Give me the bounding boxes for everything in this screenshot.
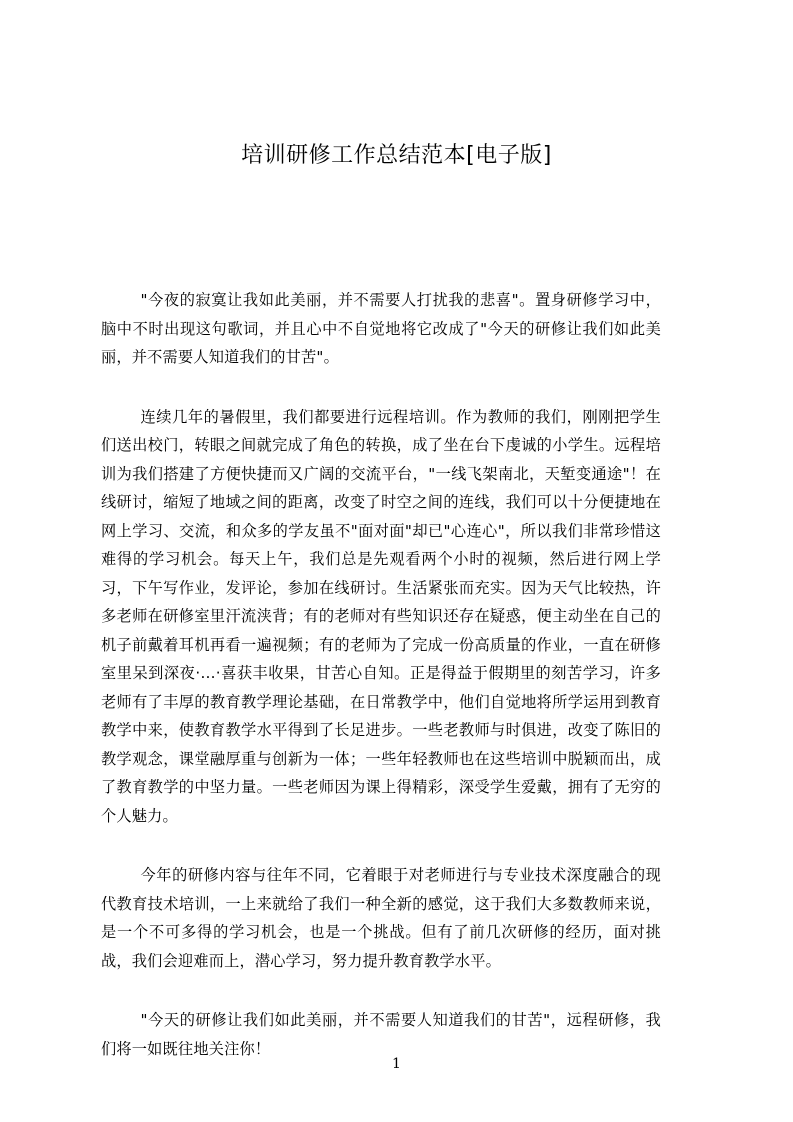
- paragraph-1: "今夜的寂寞让我如此美丽，并不需要人打扰我的悲喜"。置身研修学习中，脑中不时出现这句歌词，并且心中不自觉地将它改成了"今天的研修让我们如此美丽，并不需要人知道我们的甘苦"。: [101, 291, 661, 366]
- paragraph-4: "今天的研修让我们如此美丽，并不需要人知道我们的甘苦"，远程研修，我们将一如既往地关注你！: [101, 1011, 661, 1058]
- document-body: [101, 286, 661, 1094]
- page-number: 1: [392, 1056, 401, 1072]
- document-title: 培训研修工作总结范本[电子版]: [241, 143, 552, 168]
- paragraph-2: 连续几年的暑假里，我们都要进行远程培训。作为教师的我们，刚刚把学生们送出校门，转眼之间就完成了角色的转换，成了坐在台下虔诚的小学生。远程培训为我们搭建了方便快捷而又广阔的交流平台，"一线飞架南北，天堑变通途"！在线研讨，缩短了地域之间的距离，改变了时空之间的连线，我们可以十分便捷地在网上学习、交流，和众多的学友虽不"面对面"却已"心连心"，所以我们非常珍惜这难得的学习机会。每天上午，我们总是先观看两个小时的视频，然后进行网上学习，下午写作业，发评论，参加在线研讨。生活紧张而充实。因为天气比较热，许多老师在研修室里汗流浃背；有的老师对有些知识还存在疑惑，便主动坐在自己的机子前戴着耳机再看一遍视频；有的老师为了完成一份高质量的作业，一直在研修室里呆到深夜·…·喜获丰收果，甘苦心自知。正是得益于假期里的刻苦学习，许多老师有了丰厚的教育教学理论基础，在日常教学中，他们自觉地将所学运用到教育教学中来，使教育教学水平得到了长足进步。一些老教师与时俱进，改变了陈旧的教学观念，课堂融厚重与创新为一体；一些年轻教师也在这些培训中脱颖而出，成了教育教学的中坚力量。一些老师因为课上得精彩，深受学生爱戴，拥有了无穷的个人魅力。: [101, 407, 661, 825]
- paragraph-3: 今年的研修内容与往年不同，它着眼于对老师进行与专业技术深度融合的现代教育技术培训，一上来就给了我们一种全新的感觉，这于我们大多数教师来说，是一个不可多得的学习机会，也是一个挑战。但有了前几次研修的经历，面对挑战，我们会迎难而上，潜心学习，努力提升教育教学水平。: [101, 866, 661, 970]
